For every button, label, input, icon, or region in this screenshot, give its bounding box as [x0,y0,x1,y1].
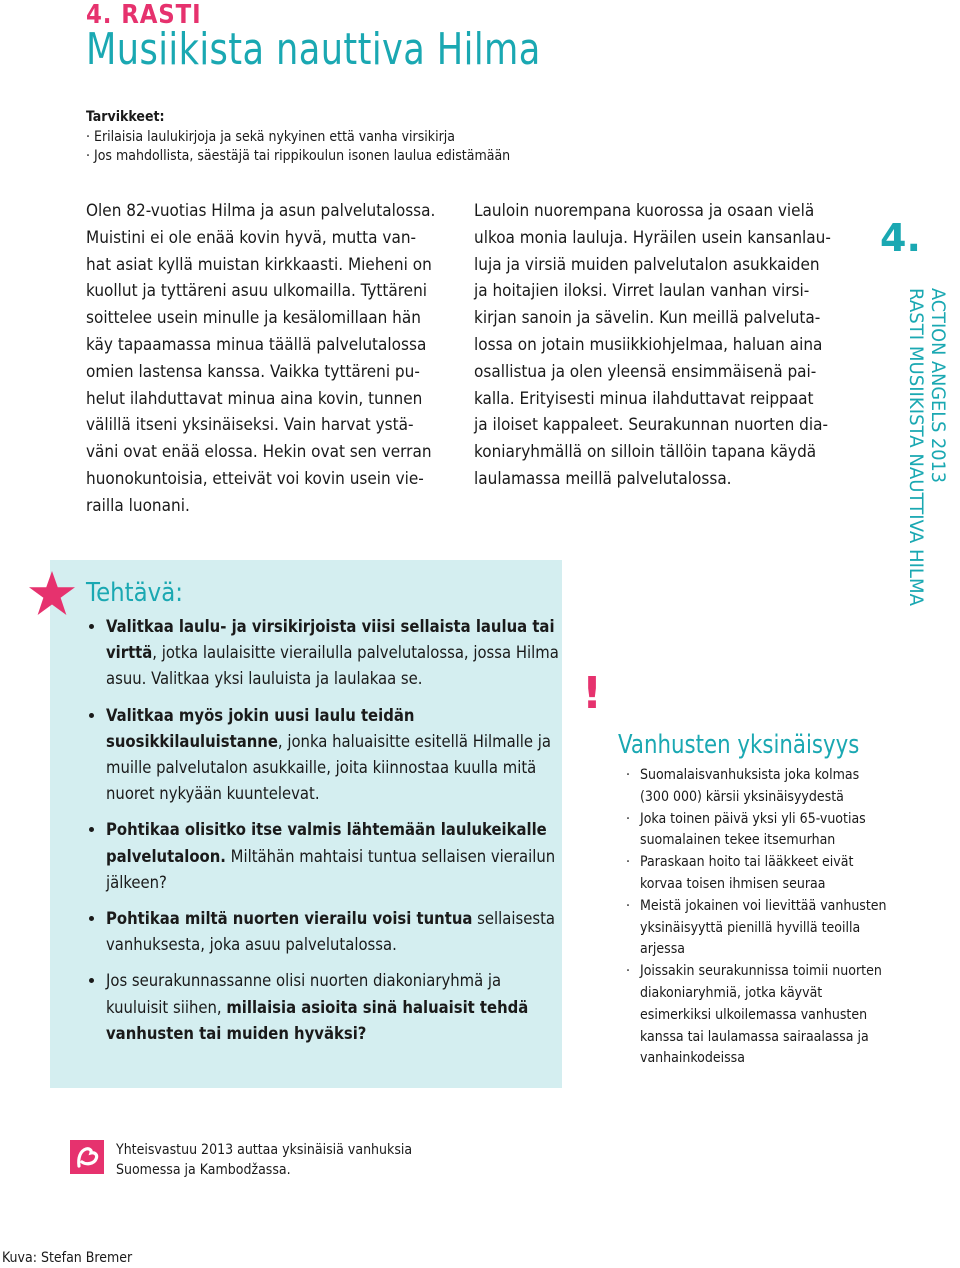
side-number: 4. [880,216,921,260]
side-line-action-angels: ACTION ANGELS 2013 [927,288,949,498]
side-vertical-text [894,288,949,622]
star-icon [28,570,76,616]
task-item [106,614,566,693]
supplies-list [86,128,606,166]
loneliness-item: · Meistä jokainen voi lievittää vanhusten yksinäisyyttä pienillä hyvillä teoilla arjessa [620,896,890,961]
loneliness-item: · Joissakin seurakunnissa toimii nuorten diakoniaryhmiä, jotka käyvät esimerkiksi ulkoilemassa vanhusten kanssa tai laulamassa sairaalassa ja vanhainkodeissa [620,961,890,1070]
supplies-item: · Jos mahdollista, säestäjä tai rippikoulun isonen laulua edistämään [86,147,606,166]
task-item [106,703,566,808]
task-item-text: Miltähän mahtaisi tuntua sellaisen vierailun jälkeen? [106,846,556,892]
loneliness-item: · Joka toinen päivä yksi yli 65-vuotias suomalainen tekee itsemurhan [620,809,890,853]
footer-text: Yhteisvastuu 2013 auttaa yksinäisiä vanhuksia Suomessa ja Kambodžassa. [116,1142,413,1178]
yhteisvastuu-logo-icon [70,1140,104,1174]
task-item-bold: Pohtikaa olisitko itse valmis lähtemään laulukeikalle palvelutaloon. [106,820,547,866]
task-item-text: , jonka haluaisitte esitellä Hilmalle ja muille palvelutalon asukkaille, joita kiinnostaa kuulla mitä nuoret nykyään kuuntelevat. [106,731,551,804]
rasti-label: 4. RASTI [86,0,202,30]
side-line-rasti: RASTI MUSIIKISTA NAUTTIVA HILMA [905,288,927,622]
story-right-column: Lauloin nuorempana kuorossa ja osaan vielä ulkoa monia lauluja. Hyräilen usein kansanlau- luja ja virsiä muiden palvelutalon asukkaiden ja hoitajien iloksi. Virret laulan vanhan virsi- kirjan sanoin ja sävelin. Kun meillä palveluta- lossa on jotain musiikkiohjelmaa, haluan aina osallistua ja olen yleensä ensimmäisenä pai- kalla. Erityisesti minua ilahduttavat reippaat ja iloiset kappaleet. Seurakunnan nuorten dia- koniaryhmällä on silloin tällöin tapana käydä laulamassa meillä palvelutalossa. [474,201,831,489]
supplies-item: · Erilaisia laulukirjoja ja sekä nykyinen että vanha virsikirja [86,128,606,147]
loneliness-title: Vanhusten yksinäisyys [618,730,860,760]
task-item-bold: millaisia asioita sinä haluaisit tehdä vanhusten tai muiden hyväksi? [106,997,529,1043]
task-title: Tehtävä: [86,578,183,608]
task-item-text: sellaisesta vanhuksesta, joka asuu palvelutalossa. [106,909,555,955]
task-item-bold: Pohtikaa miltä nuorten vierailu voisi tuntua [106,909,473,929]
task-item-bold: Valitkaa laulu- ja virsikirjoista viisi sellaista laulua tai virttä [106,617,555,663]
loneliness-item: · Paraskaan hoito tai lääkkeet eivät korvaa toisen ihmisen seuraa [620,852,890,896]
photo-credit: Kuva: Stefan Bremer [2,1250,133,1266]
task-item-text: , jotka laulaisitte vierailulla palvelutalossa, jossa Hilma asuu. Valitkaa yksi lauluista ja laulakaa se. [106,643,559,689]
task-item [106,906,566,958]
task-list [80,614,566,1057]
task-item [106,817,566,896]
task-item-bold: Valitkaa myös jokin uusi laulu teidän suosikkilauluistanne [106,705,415,751]
supplies-section [86,108,606,166]
loneliness-list [620,765,890,1070]
task-item-text: Jos seurakunnassanne olisi nuorten diakoniaryhmä ja kuuluisit siihen, [106,971,502,1017]
side-text-svg [894,288,949,622]
loneliness-item: · Suomalaisvanhuksista joka kolmas (300 000) kärsii yksinäisyydestä [620,765,890,809]
supplies-heading: Tarvikkeet: [86,109,165,125]
page-title: Musiikista nauttiva Hilma [86,24,541,75]
task-item [106,968,566,1047]
story-left-column: Olen 82-vuotias Hilma ja asun palvelutalossa. Muistini ei ole enää kovin hyvä, mutta van- hat asiat kyllä muistan kirkkaasti. Mieheni on kuollut ja tyttäreni asuu ulkomailla. Tyttäreni soittelee usein minulle ja kesälomillaan hän käy tapaamassa minua täällä palvelutalossa omien lastensa kanssa. Vaikka tyttäreni pu- helut ilahduttavat minua aina kovin, tunnen välillä itseni yksinäiseksi. Vain harvat ystä- väni ovat enää elossa. Hekin ovat sen verran huonokuntoisia, etteivät voi kovin usein vie- railla luonani. [86,201,436,516]
exclamation-icon: ! [582,668,603,719]
